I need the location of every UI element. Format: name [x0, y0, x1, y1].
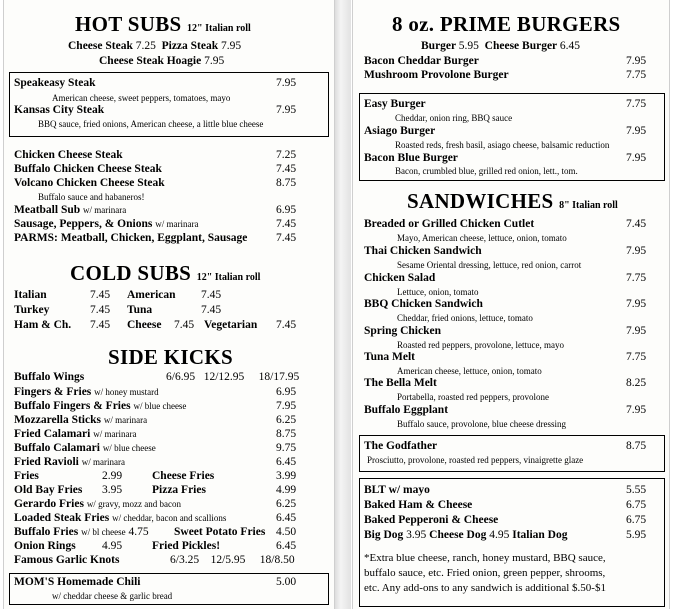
baked-ham-cheese: Baked Ham & Cheese	[364, 499, 473, 511]
hot-subs-heading: HOT SUBS 12" Italian roll	[75, 12, 251, 36]
meatball-sub-price: 6.95	[276, 204, 297, 216]
onion-rings-price: 4.95	[102, 540, 123, 552]
bella-melt-price: 8.25	[626, 377, 647, 389]
mushroom-provolone-burger: Mushroom Provolone Burger	[364, 69, 509, 81]
cold-cheese-price: 7.45	[174, 319, 195, 331]
gerardo-fries-price: 6.25	[276, 498, 297, 510]
right-menu-page	[352, 0, 670, 609]
bbq-chicken-desc: Cheddar, fried onions, lettuce, tomato	[397, 313, 533, 323]
italian-dog-price: 5.95	[626, 529, 647, 541]
hot-subs-roll: 12" Italian roll	[187, 23, 251, 34]
the-godfather-price: 8.75	[626, 440, 647, 452]
baked-pepperoni-cheese: Baked Pepperoni & Cheese	[364, 514, 499, 526]
easy-burger: Easy Burger	[364, 98, 426, 110]
moms-chili-price: 5.00	[276, 576, 297, 588]
gerardo-fries: Gerardo Fries w/ gravy, mozz and bacon	[14, 498, 181, 510]
cold-ham-cheese: Ham & Ch.	[14, 319, 72, 331]
bbq-chicken: BBQ Chicken Sandwich	[364, 298, 483, 310]
cold-cheese: Cheese	[127, 319, 162, 331]
kansas-city-desc: BBQ sauce, fried onions, American cheese, a little blue cheese	[38, 119, 264, 129]
bella-melt-desc: Portabella, roasted red peppers, provolone	[397, 392, 549, 402]
buffalo-calamari-price: 9.75	[276, 442, 297, 454]
sweet-potato-fries: Sweet Potato Fries	[174, 526, 266, 538]
buffalo-eggplant-desc: Buffalo sauce, provolone, blue cheese dressing	[397, 419, 567, 429]
left-menu-page	[3, 0, 335, 609]
burgers-heading: 8 oz. PRIME BURGERS	[392, 12, 621, 36]
cold-american: American	[127, 289, 176, 301]
asiago-burger-desc: Roasted reds, fresh basil, asiago cheese, balsamic reduction	[395, 140, 610, 150]
chicken-cutlet-price: 7.45	[626, 218, 647, 230]
moms-chili-desc: w/ cheddar cheese & garlic bread	[52, 591, 173, 601]
cold-tuna-price: 7.45	[201, 304, 222, 316]
bacon-cheddar-burger: Bacon Cheddar Burger	[364, 55, 479, 67]
side-kicks-heading: SIDE KICKS	[108, 345, 233, 369]
garlic-knots-prices: 6/3.25 12/5.95 18/8.50	[170, 554, 295, 566]
hot-subs-line1: Cheese Steak 7.25 Pizza Steak 7.95	[68, 40, 242, 52]
old-bay-fries: Old Bay Fries	[14, 484, 83, 496]
moms-chili: MOM'S Homemade Chili	[14, 576, 141, 588]
buffalo-chicken-steak-price: 7.45	[276, 163, 297, 175]
sweet-potato-fries-price: 4.50	[276, 526, 297, 538]
bacon-cheddar-burger-price: 7.95	[626, 55, 647, 67]
kansas-city-name: Kansas City Steak	[14, 104, 105, 116]
hot-subs-line2: Cheese Steak Hoagie 7.95	[99, 55, 225, 67]
easy-burger-desc: Cheddar, onion ring, BBQ sauce	[395, 113, 513, 123]
footnote-line-3: etc. Any add-ons to any sandwich is additional $.50-$1	[364, 582, 606, 594]
cold-italian: Italian	[14, 289, 47, 301]
cold-ham-cheese-price: 7.45	[90, 319, 111, 331]
cold-subs-roll: 12" Italian roll	[196, 272, 261, 283]
tuna-melt: Tuna Melt	[364, 351, 416, 363]
pizza-fries: Pizza Fries	[152, 484, 206, 496]
buffalo-wings-prices: 6/6.95 12/12.95 18/17.95	[166, 371, 300, 383]
kansas-city-price: 7.95	[276, 104, 297, 116]
chicken-cutlet-desc: Mayo, American cheese, lettuce, onion, tomato	[397, 233, 567, 243]
fries: Fries	[14, 470, 39, 482]
bacon-blue-burger: Bacon Blue Burger	[364, 152, 458, 164]
blt: BLT w/ mayo	[364, 484, 430, 496]
chicken-cheese-steak-price: 7.25	[276, 149, 297, 161]
fried-pickles-price: 6.45	[276, 540, 297, 552]
thai-chicken-desc: Sesame Oriental dressing, lettuce, red onion, carrot	[397, 260, 582, 270]
old-bay-fries-price: 3.95	[102, 484, 123, 496]
buffalo-eggplant: Buffalo Eggplant	[364, 404, 449, 416]
easy-burger-price: 7.75	[626, 98, 647, 110]
fingers-fries: Fingers & Fries w/ honey mustard	[14, 386, 159, 398]
buffalo-fingers-fries: Buffalo Fingers & Fries w/ blue cheese	[14, 400, 187, 412]
fried-calamari: Fried Calamari w/ marinara	[14, 428, 137, 440]
baked-ham-cheese-price: 6.75	[626, 499, 647, 511]
speakeasy-desc: American cheese, sweet peppers, tomatoes, mayo	[52, 93, 231, 103]
cold-vegetarian-price: 7.45	[276, 319, 297, 331]
sandwiches-roll: 8" Italian roll	[559, 200, 618, 211]
cold-vegetarian: Vegetarian	[204, 319, 258, 331]
cold-american-price: 7.45	[201, 289, 222, 301]
tuna-melt-desc: American cheese, lettuce, onion, tomato	[397, 366, 542, 376]
pizza-fries-price: 4.99	[276, 484, 297, 496]
onion-rings: Onion Rings	[14, 540, 76, 552]
bacon-blue-burger-desc: Bacon, crumbled blue, grilled red onion, lett., tom.	[395, 166, 578, 176]
fried-ravioli: Fried Ravioli w/ marinara	[14, 456, 125, 468]
cold-subs-heading: COLD SUBS 12" Italian roll	[70, 261, 261, 285]
the-godfather: The Godfather	[364, 440, 438, 452]
spring-chicken-desc: Roasted red peppers, provolone, lettuce, mayo	[397, 340, 564, 350]
cheese-fries: Cheese Fries	[152, 470, 215, 482]
baked-pepperoni-cheese-price: 6.75	[626, 514, 647, 526]
meatball-sub: Meatball Sub w/ marinara	[14, 204, 127, 216]
thai-chicken: Thai Chicken Sandwich	[364, 245, 482, 257]
page-gutter	[334, 0, 351, 609]
volcano-chicken-desc: Buffalo sauce and habaneros!	[38, 192, 145, 202]
buffalo-fries: Buffalo Fries w/ bl cheese 4.75	[14, 526, 149, 538]
sausage-peppers-onions: Sausage, Peppers, & Onions w/ marinara	[14, 218, 199, 230]
chicken-salad-desc: Lettuce, onion, tomato	[397, 287, 479, 297]
cold-turkey: Turkey	[14, 304, 50, 316]
mozzarella-sticks-price: 6.25	[276, 414, 297, 426]
hot-dogs-line: Big Dog 3.95 Cheese Dog 4.95 Italian Dog	[364, 529, 568, 541]
fingers-fries-price: 6.95	[276, 386, 297, 398]
addons-footnote	[364, 551, 606, 596]
chicken-cutlet: Breaded or Grilled Chicken Cutlet	[364, 218, 535, 230]
the-godfather-desc: Prosciutto, provolone, roasted red peppers, vinaigrette glaze	[367, 455, 584, 465]
loaded-steak-fries: Loaded Steak Fries w/ cheddar, bacon and scallions	[14, 512, 227, 524]
parms-price: 7.45	[276, 232, 297, 244]
buffalo-calamari: Buffalo Calamari w/ blue cheese	[14, 442, 156, 454]
cold-italian-price: 7.45	[90, 289, 111, 301]
mozzarella-sticks: Mozzarella Sticks w/ marinara	[14, 414, 148, 426]
mushroom-provolone-burger-price: 7.75	[626, 69, 647, 81]
fries-price: 2.99	[102, 470, 123, 482]
sausage-price: 7.45	[276, 218, 297, 230]
chicken-cheese-steak-name: Chicken Cheese Steak	[14, 149, 123, 161]
thai-chicken-price: 7.95	[626, 245, 647, 257]
fried-ravioli-price: 6.45	[276, 456, 297, 468]
blt-price: 5.55	[626, 484, 647, 496]
tuna-melt-price: 7.75	[626, 351, 647, 363]
speakeasy-price: 7.95	[276, 77, 297, 89]
buffalo-fingers-price: 7.95	[276, 400, 297, 412]
asiago-burger: Asiago Burger	[364, 125, 436, 137]
bbq-chicken-price: 7.95	[626, 298, 647, 310]
chicken-salad-price: 7.75	[626, 272, 647, 284]
sandwiches-heading: SANDWICHES 8" Italian roll	[407, 189, 618, 213]
parms-name: PARMS: Meatball, Chicken, Eggplant, Sausage	[14, 232, 248, 244]
volcano-chicken-steak-name: Volcano Chicken Cheese Steak	[14, 177, 165, 189]
spring-chicken: Spring Chicken	[364, 325, 442, 337]
footnote-line-2: buffalo sauce, etc. Fried onion, green pepper, shrooms,	[364, 567, 606, 579]
loaded-steak-fries-price: 6.45	[276, 512, 297, 524]
buffalo-wings: Buffalo Wings	[14, 371, 85, 383]
chicken-salad: Chicken Salad	[364, 272, 436, 284]
bella-melt: The Bella Melt	[364, 377, 437, 389]
buffalo-eggplant-price: 7.95	[626, 404, 647, 416]
asiago-burger-price: 7.95	[626, 125, 647, 137]
cold-tuna: Tuna	[127, 304, 153, 316]
burgers-line1: Burger 5.95 Cheese Burger 6.45	[421, 40, 580, 52]
fried-calamari-price: 8.75	[276, 428, 297, 440]
volcano-chicken-steak-price: 8.75	[276, 177, 297, 189]
garlic-knots: Famous Garlic Knots	[14, 554, 120, 566]
buffalo-chicken-steak-name: Buffalo Chicken Cheese Steak	[14, 163, 162, 175]
fried-pickles: Fried Pickles!	[152, 540, 221, 552]
bacon-blue-burger-price: 7.95	[626, 152, 647, 164]
spring-chicken-price: 7.95	[626, 325, 647, 337]
footnote-line-1: *Extra blue cheese, ranch, honey mustard, BBQ sauce,	[364, 552, 606, 564]
cold-turkey-price: 7.45	[90, 304, 111, 316]
speakeasy-name: Speakeasy Steak	[14, 77, 96, 89]
cheese-fries-price: 3.99	[276, 470, 297, 482]
